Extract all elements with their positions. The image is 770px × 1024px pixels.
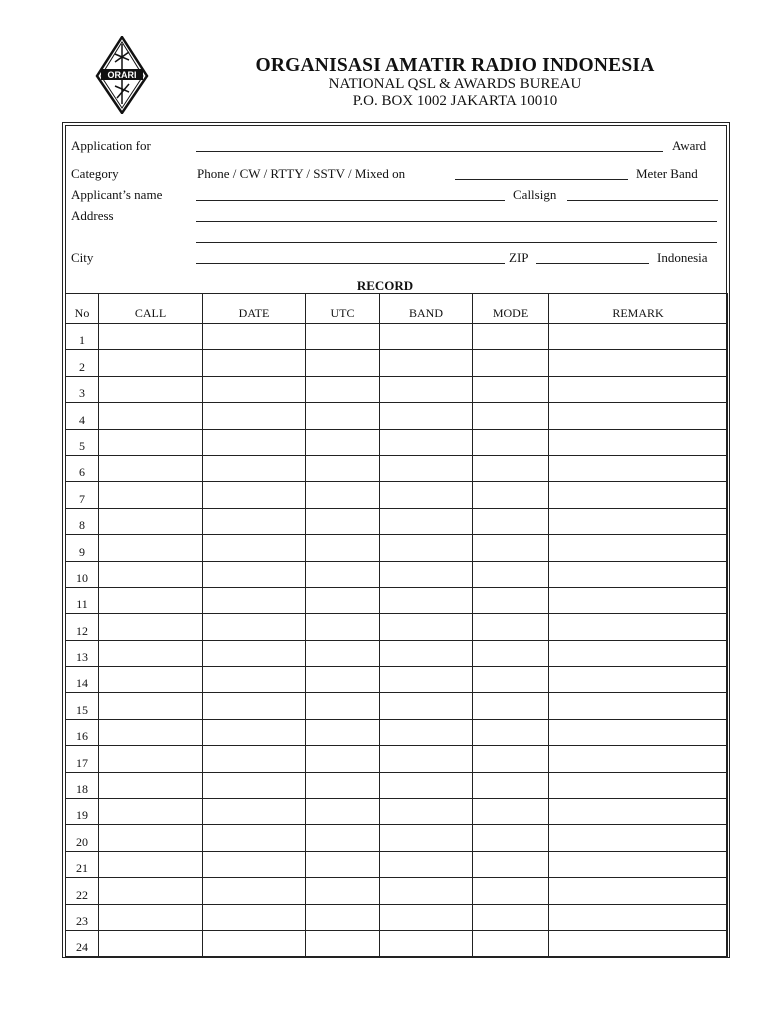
remark-cell[interactable] (549, 587, 728, 613)
table-row (66, 587, 728, 613)
utc-cell[interactable] (306, 930, 380, 956)
utc-cell[interactable] (306, 376, 380, 402)
date-cell[interactable] (203, 324, 306, 350)
table-row (66, 825, 728, 851)
meter-band-label: Meter Band (636, 166, 698, 181)
mode-cell[interactable] (473, 508, 549, 534)
utc-cell[interactable] (306, 693, 380, 719)
date-cell[interactable] (203, 719, 306, 745)
row-number: 9 (66, 535, 99, 561)
remark-cell[interactable] (549, 561, 728, 587)
table-row (66, 719, 728, 745)
zip-field[interactable] (536, 263, 649, 264)
date-cell[interactable] (203, 930, 306, 956)
date-cell[interactable] (203, 403, 306, 429)
band-cell[interactable] (380, 350, 473, 376)
row-number: 14 (66, 667, 99, 693)
table-row (66, 455, 728, 481)
date-cell[interactable] (203, 429, 306, 455)
row-number: 17 (66, 746, 99, 772)
mode-cell[interactable] (473, 667, 549, 693)
date-cell[interactable] (203, 746, 306, 772)
column-header-band: BAND (380, 294, 473, 324)
remark-cell[interactable] (549, 930, 728, 956)
date-cell[interactable] (203, 799, 306, 825)
row-number: 1 (66, 324, 99, 350)
utc-cell[interactable] (306, 587, 380, 613)
applicant-name-field[interactable] (196, 200, 505, 201)
callsign-label: Callsign (513, 187, 557, 202)
call-cell[interactable] (99, 482, 203, 508)
band-cell[interactable] (380, 614, 473, 640)
date-cell[interactable] (203, 350, 306, 376)
call-cell[interactable] (99, 403, 203, 429)
country-label: Indonesia (657, 250, 708, 265)
row-number: 2 (66, 350, 99, 376)
utc-cell[interactable] (306, 535, 380, 561)
award-label: Award (672, 138, 707, 153)
band-cell[interactable] (380, 667, 473, 693)
band-cell[interactable] (380, 799, 473, 825)
record-table (65, 293, 728, 957)
utc-cell[interactable] (306, 851, 380, 877)
table-row (66, 878, 728, 904)
table-row (66, 746, 728, 772)
band-cell[interactable] (380, 561, 473, 587)
column-header-date: DATE (203, 294, 306, 324)
remark-cell[interactable] (549, 482, 728, 508)
call-cell[interactable] (99, 851, 203, 877)
remark-cell[interactable] (549, 614, 728, 640)
mode-cell[interactable] (473, 403, 549, 429)
remark-cell[interactable] (549, 350, 728, 376)
remark-cell[interactable] (549, 851, 728, 877)
call-cell[interactable] (99, 799, 203, 825)
remark-cell[interactable] (549, 640, 728, 666)
band-cell[interactable] (380, 324, 473, 350)
column-header-no: No (66, 294, 99, 324)
call-cell[interactable] (99, 455, 203, 481)
date-cell[interactable] (203, 587, 306, 613)
row-number: 23 (66, 904, 99, 930)
call-cell[interactable] (99, 930, 203, 956)
call-cell[interactable] (99, 429, 203, 455)
table-row (66, 482, 728, 508)
table-row (66, 508, 728, 534)
call-cell[interactable] (99, 561, 203, 587)
mode-cell[interactable] (473, 614, 549, 640)
call-cell[interactable] (99, 825, 203, 851)
orari-logo-icon (95, 36, 149, 114)
remark-cell[interactable] (549, 403, 728, 429)
mode-cell[interactable] (473, 535, 549, 561)
category-label: Category (71, 166, 119, 181)
remark-cell[interactable] (549, 746, 728, 772)
row-number: 10 (66, 561, 99, 587)
date-cell[interactable] (203, 667, 306, 693)
call-cell[interactable] (99, 535, 203, 561)
address-label: Address (71, 208, 114, 223)
row-number: 20 (66, 825, 99, 851)
remark-cell[interactable] (549, 429, 728, 455)
band-cell[interactable] (380, 878, 473, 904)
utc-cell[interactable] (306, 324, 380, 350)
band-cell[interactable] (380, 851, 473, 877)
applicant-name-label: Applicant’s name (71, 187, 163, 202)
meter-band-field[interactable] (455, 179, 628, 180)
utc-cell[interactable] (306, 561, 380, 587)
column-header-utc: UTC (306, 294, 380, 324)
utc-cell[interactable] (306, 508, 380, 534)
band-cell[interactable] (380, 746, 473, 772)
date-cell[interactable] (203, 878, 306, 904)
table-row (66, 376, 728, 402)
band-cell[interactable] (380, 482, 473, 508)
row-number: 3 (66, 376, 99, 402)
callsign-field[interactable] (567, 200, 718, 201)
remark-cell[interactable] (549, 376, 728, 402)
row-number: 11 (66, 587, 99, 613)
remark-cell[interactable] (549, 719, 728, 745)
utc-cell[interactable] (306, 429, 380, 455)
call-cell[interactable] (99, 508, 203, 534)
call-cell[interactable] (99, 667, 203, 693)
table-row (66, 930, 728, 956)
mode-cell[interactable] (473, 587, 549, 613)
mode-cell[interactable] (473, 904, 549, 930)
date-cell[interactable] (203, 482, 306, 508)
remark-cell[interactable] (549, 693, 728, 719)
date-cell[interactable] (203, 376, 306, 402)
row-number: 12 (66, 614, 99, 640)
table-row (66, 851, 728, 877)
utc-cell[interactable] (306, 667, 380, 693)
mode-cell[interactable] (473, 693, 549, 719)
table-row (66, 904, 728, 930)
mode-cell[interactable] (473, 772, 549, 798)
utc-cell[interactable] (306, 350, 380, 376)
row-number: 7 (66, 482, 99, 508)
band-cell[interactable] (380, 403, 473, 429)
utc-cell[interactable] (306, 878, 380, 904)
application-for-label: Application for (71, 138, 151, 153)
date-cell[interactable] (203, 455, 306, 481)
table-row (66, 799, 728, 825)
band-cell[interactable] (380, 930, 473, 956)
table-row (66, 772, 728, 798)
mode-cell[interactable] (473, 561, 549, 587)
table-row (66, 429, 728, 455)
utc-cell[interactable] (306, 614, 380, 640)
mode-cell[interactable] (473, 799, 549, 825)
utc-cell[interactable] (306, 640, 380, 666)
mode-cell[interactable] (473, 350, 549, 376)
remark-cell[interactable] (549, 455, 728, 481)
application-for-field[interactable] (196, 151, 663, 152)
column-header-remark: REMARK (549, 294, 728, 324)
table-row (66, 403, 728, 429)
call-cell[interactable] (99, 587, 203, 613)
mode-cell[interactable] (473, 851, 549, 877)
row-number: 22 (66, 878, 99, 904)
table-row (66, 667, 728, 693)
utc-cell[interactable] (306, 746, 380, 772)
date-cell[interactable] (203, 508, 306, 534)
po-box-address: P.O. BOX 1002 JAKARTA 10010 (352, 93, 558, 109)
mode-cell[interactable] (473, 455, 549, 481)
city-label: City (71, 250, 94, 265)
utc-cell[interactable] (306, 455, 380, 481)
call-cell[interactable] (99, 772, 203, 798)
address-field-line-2[interactable] (196, 242, 717, 243)
row-number: 21 (66, 851, 99, 877)
band-cell[interactable] (380, 455, 473, 481)
mode-cell[interactable] (473, 746, 549, 772)
utc-cell[interactable] (306, 825, 380, 851)
remark-cell[interactable] (549, 772, 728, 798)
call-cell[interactable] (99, 614, 203, 640)
mode-cell[interactable] (473, 825, 549, 851)
band-cell[interactable] (380, 825, 473, 851)
date-cell[interactable] (203, 561, 306, 587)
remark-cell[interactable] (549, 324, 728, 350)
mode-cell[interactable] (473, 482, 549, 508)
remark-cell[interactable] (549, 535, 728, 561)
table-row (66, 640, 728, 666)
row-number: 6 (66, 455, 99, 481)
call-cell[interactable] (99, 376, 203, 402)
mode-cell[interactable] (473, 878, 549, 904)
row-number: 18 (66, 772, 99, 798)
remark-cell[interactable] (549, 667, 728, 693)
logo-text: ORARI (107, 70, 137, 80)
date-cell[interactable] (203, 640, 306, 666)
call-cell[interactable] (99, 904, 203, 930)
band-cell[interactable] (380, 587, 473, 613)
utc-cell[interactable] (306, 772, 380, 798)
remark-cell[interactable] (549, 878, 728, 904)
table-row (66, 614, 728, 640)
row-number: 16 (66, 719, 99, 745)
date-cell[interactable] (203, 614, 306, 640)
table-row (66, 324, 728, 350)
table-row (66, 561, 728, 587)
band-cell[interactable] (380, 904, 473, 930)
row-number: 13 (66, 640, 99, 666)
call-cell[interactable] (99, 350, 203, 376)
table-row (66, 693, 728, 719)
row-number: 15 (66, 693, 99, 719)
record-header-row (66, 294, 728, 324)
mode-cell[interactable] (473, 719, 549, 745)
date-cell[interactable] (203, 693, 306, 719)
call-cell[interactable] (99, 324, 203, 350)
row-number: 5 (66, 429, 99, 455)
mode-cell[interactable] (473, 429, 549, 455)
table-row (66, 535, 728, 561)
column-header-mode: MODE (473, 294, 549, 324)
row-number: 4 (66, 403, 99, 429)
column-header-call: CALL (99, 294, 203, 324)
band-cell[interactable] (380, 719, 473, 745)
date-cell[interactable] (203, 772, 306, 798)
row-number: 8 (66, 508, 99, 534)
mode-cell[interactable] (473, 930, 549, 956)
table-row (66, 350, 728, 376)
band-cell[interactable] (380, 693, 473, 719)
band-cell[interactable] (380, 508, 473, 534)
row-number: 24 (66, 930, 99, 956)
mode-cell[interactable] (473, 640, 549, 666)
date-cell[interactable] (203, 825, 306, 851)
mode-cell[interactable] (473, 324, 549, 350)
city-field[interactable] (196, 263, 505, 264)
remark-cell[interactable] (549, 508, 728, 534)
record-title: RECORD (356, 278, 414, 293)
utc-cell[interactable] (306, 403, 380, 429)
remark-cell[interactable] (549, 825, 728, 851)
date-cell[interactable] (203, 535, 306, 561)
utc-cell[interactable] (306, 904, 380, 930)
call-cell[interactable] (99, 693, 203, 719)
band-cell[interactable] (380, 535, 473, 561)
band-cell[interactable] (380, 376, 473, 402)
organisation-name: ORGANISASI AMATIR RADIO INDONESIA (255, 55, 655, 76)
utc-cell[interactable] (306, 799, 380, 825)
category-options: Phone / CW / RTTY / SSTV / Mixed on (197, 166, 406, 181)
date-cell[interactable] (203, 904, 306, 930)
call-cell[interactable] (99, 640, 203, 666)
remark-cell[interactable] (549, 799, 728, 825)
zip-label: ZIP (509, 250, 529, 265)
utc-cell[interactable] (306, 482, 380, 508)
address-field-line-1[interactable] (196, 221, 717, 222)
call-cell[interactable] (99, 719, 203, 745)
call-cell[interactable] (99, 878, 203, 904)
record-body (66, 324, 728, 957)
utc-cell[interactable] (306, 719, 380, 745)
remark-cell[interactable] (549, 904, 728, 930)
band-cell[interactable] (380, 772, 473, 798)
bureau-name: NATIONAL QSL & AWARDS BUREAU (328, 76, 582, 92)
mode-cell[interactable] (473, 376, 549, 402)
row-number: 19 (66, 799, 99, 825)
band-cell[interactable] (380, 429, 473, 455)
band-cell[interactable] (380, 640, 473, 666)
call-cell[interactable] (99, 746, 203, 772)
date-cell[interactable] (203, 851, 306, 877)
